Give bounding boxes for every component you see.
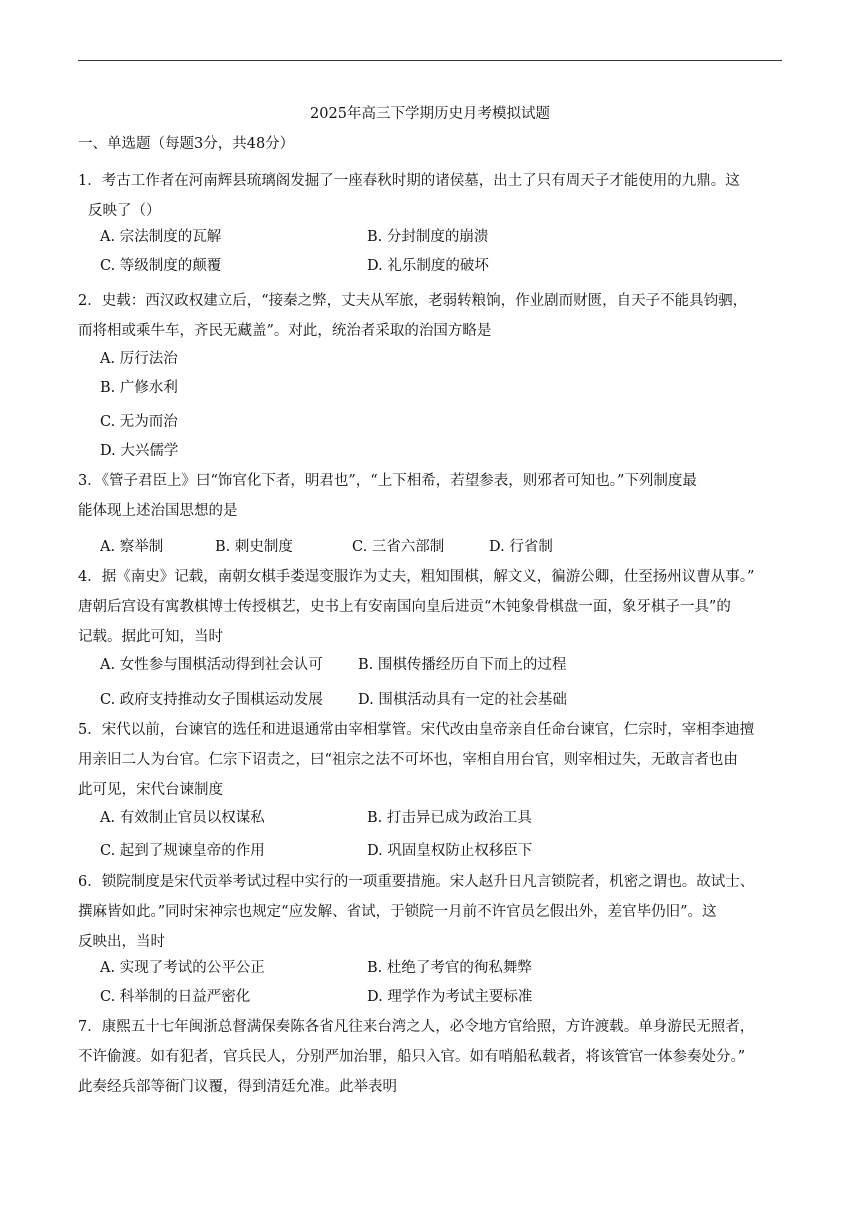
question-stem-line: 反映了（） xyxy=(88,203,161,219)
option-c: C. 无为而治 xyxy=(100,414,178,430)
option-d: D. 大兴儒学 xyxy=(100,443,179,459)
question-stem-line: 2．史载：西汉政权建立后，“接秦之弊，丈夫从军旅，老弱转粮饷，作业剧而财匮，自天子不能具钧驷， xyxy=(78,293,748,309)
option-b: B. 杜绝了考官的徇私舞弊 xyxy=(367,960,532,976)
question-stem-line: 记载。据此可知，当时 xyxy=(78,629,223,645)
question-2 xyxy=(78,286,788,346)
option-c: C. 起到了规谏皇帝的作用 xyxy=(100,843,265,859)
option-b: B. 围棋传播经历自下而上的过程 xyxy=(358,657,567,673)
option-c: C. 政府支持推动女子围棋运动发展 xyxy=(100,692,323,708)
question-7 xyxy=(78,1012,788,1102)
option-d: D. 礼乐制度的破坏 xyxy=(367,258,489,274)
question-stem-line: 4．据《南史》记载，南朝女棋手娄逞变服诈为丈夫，粗知围棋，解文义，徧游公卿，仕至扬州议曹从事。” xyxy=(78,569,755,585)
question-stem-line: 此奏经兵部等衙门议覆，得到清廷允准。此举表明 xyxy=(78,1079,397,1095)
option-c: C. 等级制度的颠覆 xyxy=(100,258,222,274)
question-stem-line: 1．考古工作者在河南辉县琉璃阁发掘了一座春秋时期的诸侯墓，出土了只有周天子才能使用的九鼎。这 xyxy=(78,173,740,189)
option-b: B. 刺史制度 xyxy=(215,539,293,555)
question-stem-line: 5．宋代以前，台谏官的选任和进退通常由宰相掌管。宋代改由皇帝亲自任命台谏官，仁宗时，宰相李迪擅 xyxy=(78,722,755,738)
option-b: B. 分封制度的崩溃 xyxy=(367,229,489,245)
question-1 xyxy=(78,166,788,226)
option-c: C. 三省六部制 xyxy=(352,539,445,555)
question-5 xyxy=(78,715,788,805)
option-d: D. 行省制 xyxy=(489,539,553,555)
page-title: 2025年高三下学期历史月考模拟试题 xyxy=(310,106,550,122)
option-a: A. 实现了考试的公平公正 xyxy=(100,960,265,976)
question-stem-line: 能体现上述治国思想的是 xyxy=(78,503,238,519)
question-stem-line: 此可见，宋代台谏制度 xyxy=(78,782,223,798)
option-d: D. 巩固皇权防止权移臣下 xyxy=(367,843,533,859)
question-stem-line: 6．锁院制度是宋代贡举考试过程中实行的一项重要措施。宋人赵升日凡言锁院者，机密之谓也。故试士、 xyxy=(78,874,755,890)
section-heading: 一、单选题（每题3分，共48分） xyxy=(78,136,295,152)
question-4 xyxy=(78,562,788,652)
option-d: D. 理学作为考试主要标准 xyxy=(367,989,533,1005)
question-stem-line: 用亲旧二人为台官。仁宗下诏责之，曰“祖宗之法不可坏也，宰相自用台官，则宰相过失，无敢言者也由 xyxy=(78,752,738,768)
question-stem-line: 不许偷渡。如有犯者，官兵民人，分别严加治罪，船只入官。如有哨船私载者，将该管官一体参奏处分。” xyxy=(78,1049,746,1065)
question-stem-line: 而将相或乘牛车，齐民无藏盖”。对此，统治者采取的治国方略是 xyxy=(78,323,492,339)
option-d: D. 围棋活动具有一定的社会基础 xyxy=(358,692,567,708)
option-a: A. 宗法制度的瓦解 xyxy=(100,229,222,245)
option-c: C. 科举制的日益严密化 xyxy=(100,989,251,1005)
question-stem-line: 3．《管子君臣上》曰“饰官化下者，明君也”，“上下相希，若望参表，则邪者可知也。”下列制度最 xyxy=(78,473,697,489)
option-b: B. 广修水利 xyxy=(100,380,178,396)
header-rule xyxy=(78,60,782,61)
question-stem-line: 唐朝后宫设有寓教棋博士传授棋艺，史书上有安南国向皇后进贡“木钝象骨棋盘一面，象牙棋子一具”的 xyxy=(78,599,731,615)
option-a: A. 厉行法治 xyxy=(100,351,178,367)
option-a: A. 有效制止官员以权谋私 xyxy=(100,810,265,826)
question-stem-line: 撰麻皆如此。”同时宋神宗也规定“应发解、省试，于锁院一月前不许官员乞假出外，差官毕仍旧”。这 xyxy=(78,904,717,920)
option-a: A. 察举制 xyxy=(100,539,164,555)
option-b: B. 打击异已成为政治工具 xyxy=(367,810,532,826)
question-6 xyxy=(78,867,788,957)
question-3 xyxy=(78,466,788,526)
option-a: A. 女性参与围棋活动得到社会认可 xyxy=(100,657,323,673)
question-stem-line: 反映出，当时 xyxy=(78,934,165,950)
question-stem-line: 7．康熙五十七年闽浙总督满保奏陈各省凡往来台湾之人，必令地方官给照，方许渡载。单身游民无照者， xyxy=(78,1019,755,1035)
